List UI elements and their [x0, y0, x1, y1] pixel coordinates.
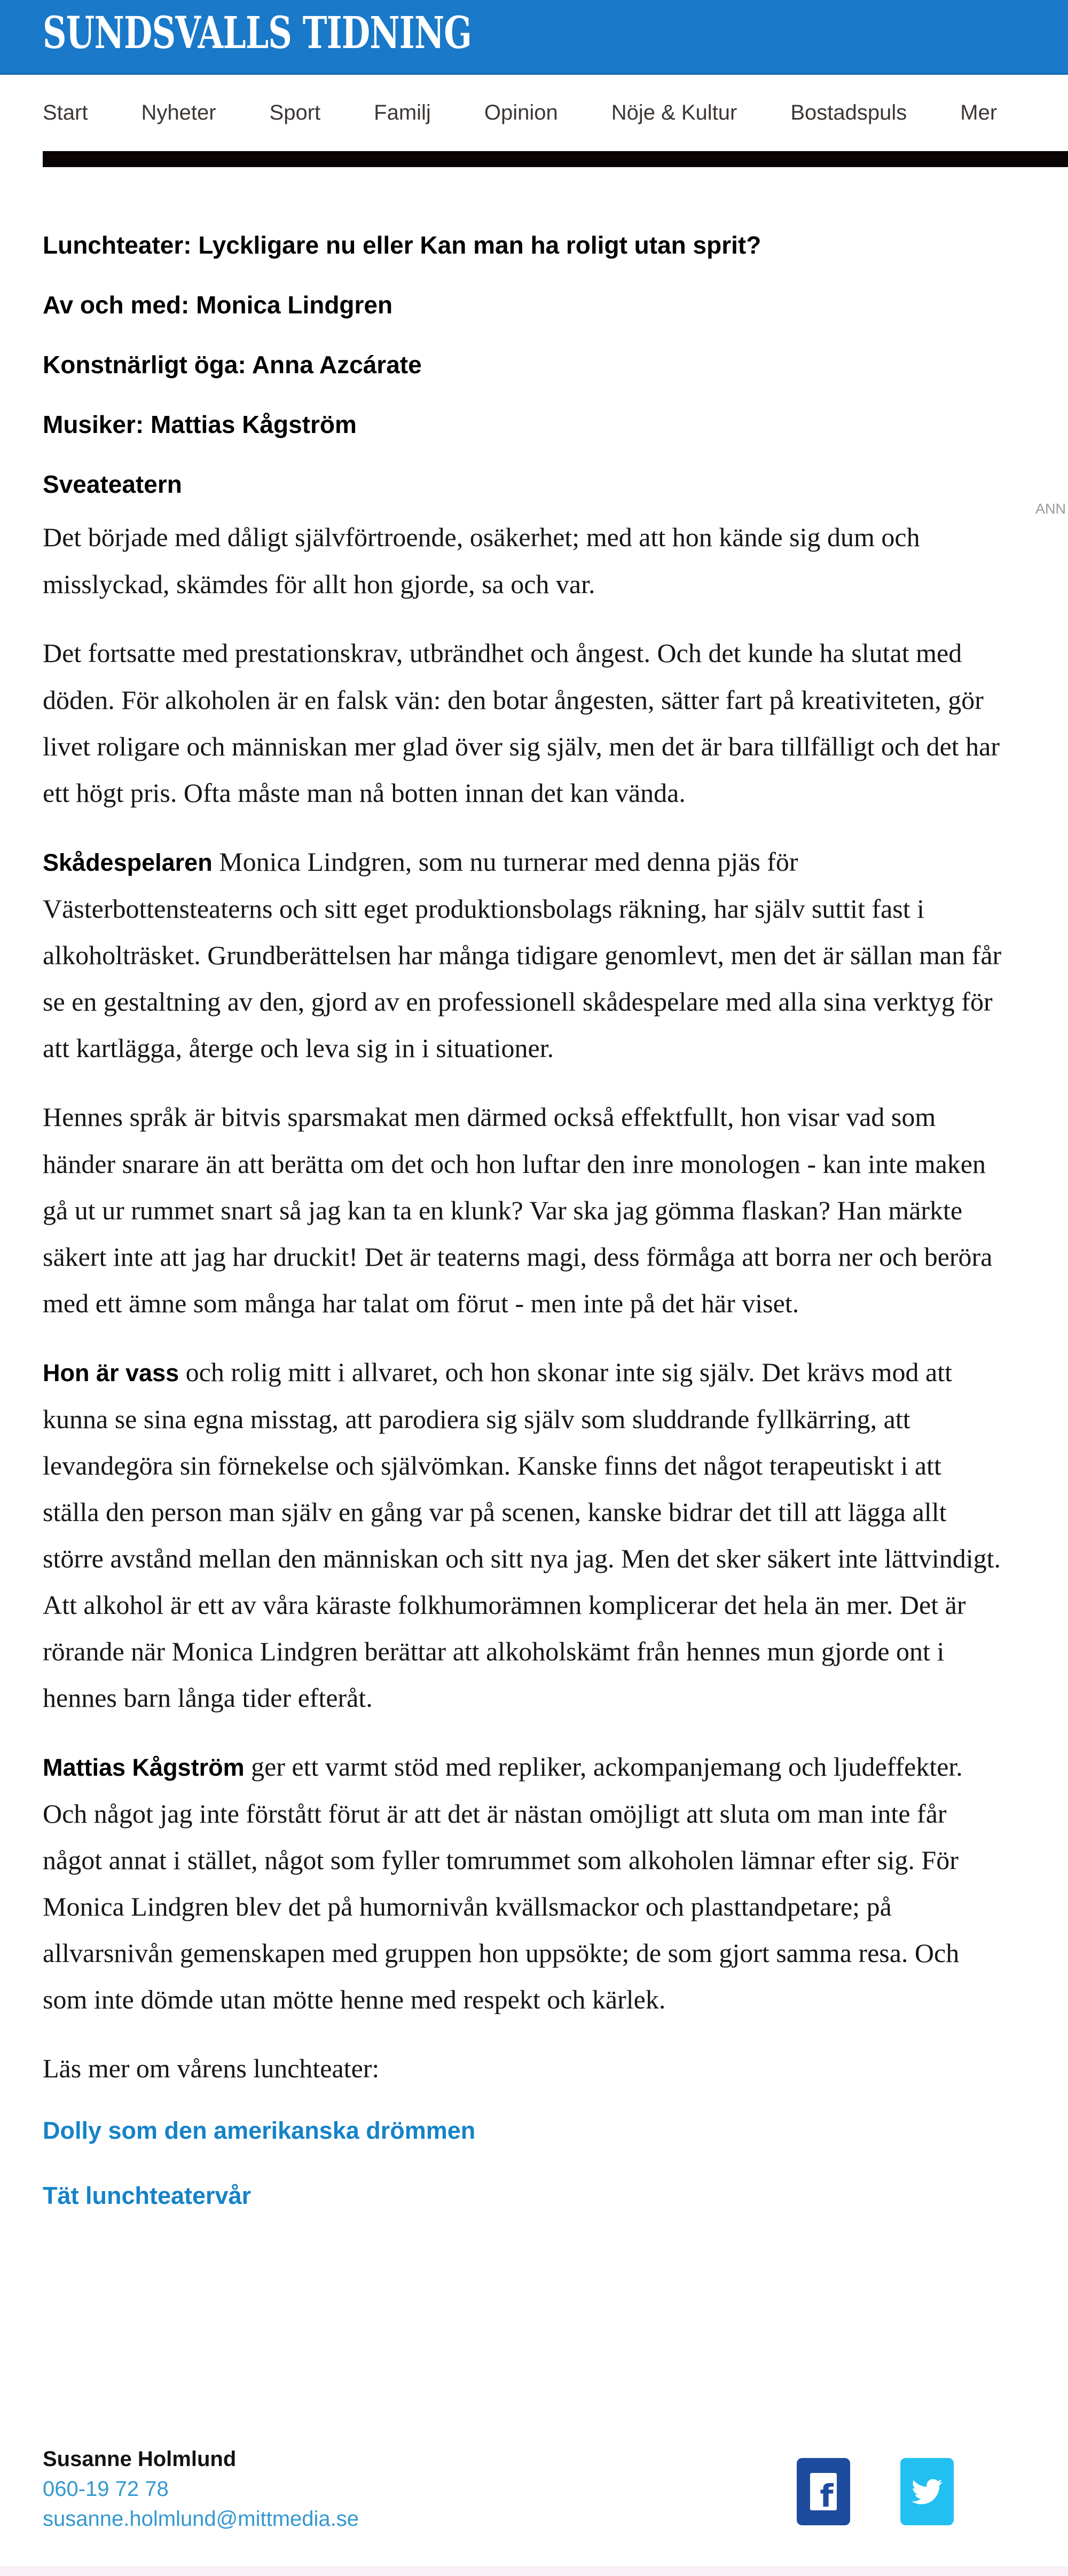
twitter-bird-icon	[912, 2476, 943, 2507]
facebook-icon: f	[810, 2473, 837, 2510]
paragraph-text: Det fortsatte med prestationskrav, utbrändhet och ångest. Och det kunde ha slutat med döden. För alkoholen är en falsk vän: den botar ångesten, sätter fart på kreativiteten, gör livet roligare och människan mer glad över sig själv, men det är bara tillfälligt och det har ett högt pris. Ofta måste man nå botten innan det kan vända.	[43, 638, 1000, 808]
nav-item-familj[interactable]: Familj	[374, 101, 431, 124]
paragraph-lead: Mattias Kågström	[43, 1754, 245, 1781]
main-nav	[0, 75, 1068, 151]
author-email-link[interactable]: susanne.holmlund@mittmedia.se	[43, 2507, 359, 2531]
byline	[43, 2444, 359, 2534]
paragraph-text: och rolig mitt i allvaret, och hon skonar inte sig själv. Det krävs mod att kunna se sina egna misstag, att parodiera sig själv som sluddrande fyllkärring, att levandegöra sin förnekelse och självömkan. Kanske finns det något terapeutiskt i att ställa den person man själv en gång var på scenen, kanske bidrar det till att lägga allt större avstånd mellan den människan och sitt nya jag. Men det sker säkert inte lättvindigt. Att alkohol är ett av våra käraste folkhumorämnen komplicerar det hela än mer. Det är rörande när Monica Lindgren berättar att alkoholskämt från hennes mun gjorde ont i hennes barn långa tider efteråt.	[43, 1357, 1001, 1713]
facebook-share-button[interactable]	[797, 2458, 850, 2525]
ad-banner[interactable]	[43, 151, 1068, 167]
paragraph-lead: Skådespelaren	[43, 849, 213, 876]
nav-item-sport[interactable]: Sport	[269, 101, 321, 124]
article	[43, 215, 1004, 2212]
nav-item-opinion[interactable]: Opinion	[484, 101, 558, 124]
credit-theatre: Sveateatern	[43, 470, 182, 498]
nav-item-bostadspuls[interactable]: Bostadspuls	[790, 101, 907, 124]
article-paragraph	[43, 1349, 1004, 1721]
article-paragraph-read-more	[43, 2045, 1004, 2092]
nav-item-start[interactable]: Start	[43, 101, 88, 124]
paragraph-lead: Hon är vass	[43, 1359, 179, 1387]
article-paragraph	[43, 1744, 1004, 2023]
paragraph-text: Läs mer om vårens lunchteater:	[43, 2053, 380, 2083]
article-intro	[43, 215, 1004, 514]
nav-item-mer[interactable]: Mer	[960, 101, 998, 124]
related-link-dolly[interactable]: Dolly som den amerikanska drömmen	[43, 2117, 476, 2144]
paragraph-text: Monica Lindgren, som nu turnerar med denna pjäs för Västerbottensteaterns och sitt eget produktionsbolags räkning, har själv suttit fast i alkoholträsket. Grundberättelsen har många tidigare genomlevt, men det är sällan man får se en gestaltning av den, gjord av en professionell skådespelare med alla sina verktyg för att kartlägga, återge och leva sig in i situationer.	[43, 847, 1002, 1063]
paragraph-text: Hennes språk är bitvis sparsmakat men därmed också effektfullt, hon visar vad som händer snarare än att berätta om det och hon luftar den inre monologen - kan inte maken gå ut ur rummet snart så jag kan ta en klunk? Var ska jag gömma flaskan? Han märkte säkert inte att jag har druckit! Det är teaterns magi, dess förmåga att borra ner och beröra med ett ämne som många har talat om förut - men inte på det här viset.	[43, 1102, 993, 1318]
article-paragraph	[43, 514, 1004, 608]
author-name: Susanne Holmlund	[43, 2447, 237, 2471]
site-header	[0, 0, 1068, 75]
social-share	[797, 2458, 954, 2525]
related-link-lunchteatervar[interactable]: Tät lunchteatervår	[43, 2182, 252, 2209]
bottom-strip	[0, 2566, 1068, 2576]
author-phone-link[interactable]: 060-19 72 78	[43, 2477, 169, 2501]
nav-item-nyheter[interactable]: Nyheter	[141, 101, 216, 124]
article-paragraph	[43, 839, 1004, 1072]
credit-artistic-eye: Konstnärligt öga: Anna Azcárate	[43, 351, 422, 379]
twitter-share-button[interactable]	[900, 2458, 954, 2525]
nav-item-noje-kultur[interactable]: Nöje & Kultur	[611, 101, 737, 124]
site-logo[interactable]: SUNDSVALLS TIDNING	[43, 7, 472, 59]
ad-marker-label: ANN	[1035, 501, 1066, 517]
article-paragraph	[43, 1094, 1004, 1327]
article-paragraph	[43, 630, 1004, 816]
paragraph-text: Det började med dåligt självförtroende, osäkerhet; med att hon kände sig dum och misslyckad, skämdes för allt hon gjorde, sa och var.	[43, 522, 920, 599]
credit-cast: Av och med: Monica Lindgren	[43, 291, 393, 319]
paragraph-text: ger ett varmt stöd med repliker, ackompanjemang och ljudeffekter. Och något jag inte förstått förut är att det är nästan omöjligt att sluta om man inte får något annat i stället, något som fyller tomrummet som alkoholen lämnar efter sig. För Monica Lindgren blev det på humornivån kvällsmackor och plasttandpetare; på allvarsnivån gemenskapen med gruppen hon uppsökte; de som gjort samma resa. Och som inte dömde utan mötte henne med respekt och kärlek.	[43, 1752, 963, 2014]
credit-musician: Musiker: Mattias Kågström	[43, 411, 357, 438]
article-title: Lunchteater: Lyckligare nu eller Kan man ha roligt utan sprit?	[43, 231, 761, 259]
